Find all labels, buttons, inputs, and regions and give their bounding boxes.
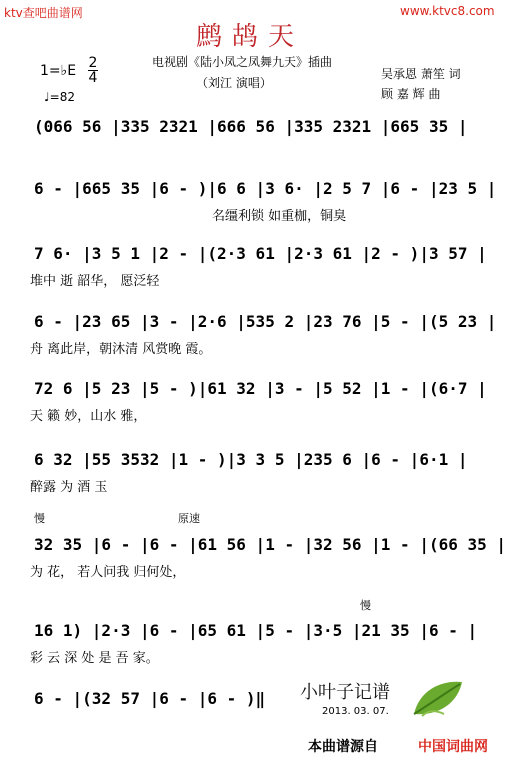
song-title: 鹧鸪天: [196, 22, 305, 52]
subtitle: 电视剧《陆小凤之凤舞九天》插曲: [152, 55, 333, 69]
leaf-icon: [410, 676, 466, 720]
credits-music: 顾 嘉 辉 曲: [381, 87, 441, 101]
score-line-5: [0, 377, 514, 424]
tempo-mark-slow-2: 慢: [360, 599, 371, 612]
lyrics-line-5: 天 籁 妙，山水 雅，: [30, 409, 147, 424]
lyrics-line-3: 堆中 逝 韶华， 愿泛轻: [30, 274, 160, 289]
lyrics-line-6: 醉露 为 酒 玉: [30, 480, 108, 495]
notes-line-8: 16 1) |2·3 |6 - |65 61 |5 - |3·5 |21 35 |6 - |: [34, 621, 478, 640]
time-signature-top: 2: [88, 55, 98, 71]
score-line-4: [0, 310, 514, 357]
key-signature: 1=♭E: [40, 63, 77, 79]
time-signature-bottom: 4: [88, 70, 98, 86]
score-line-1: [0, 115, 514, 155]
notes-line-2: 6 - |665 35 |6 - )|6 6 |3 6· |2 5 7 |6 - |23 5 |: [34, 179, 497, 198]
lyrics-line-2: 名缰利锁 如重枷，铜臭: [212, 209, 347, 224]
score-line-7: [0, 533, 514, 580]
watermark-left: ktv查吧曲谱网: [4, 6, 83, 20]
watermark-right: www.ktvc8.com: [400, 4, 495, 18]
singer: （刘江 演唱）: [196, 76, 272, 90]
notes-line-1: (066 56 |335 2321 |666 56 |335 2321 |665 35 |: [34, 117, 468, 136]
lyrics-line-4: 舟 离此岸，朝沐清 风赏晚 霞。: [30, 342, 212, 357]
tempo-mark-normal: 原速: [178, 512, 200, 525]
score-line-8: [0, 619, 514, 666]
footer-source: 本曲谱源自: [308, 739, 378, 755]
notes-line-3: 7 6· |3 5 1 |2 - |(2·3 61 |2·3 61 |2 - )|3 57 |: [34, 244, 487, 263]
tempo-mark-slow-1: 慢: [34, 512, 45, 525]
score-line-3: [0, 242, 514, 289]
notes-line-6: 6 32 |55 3532 |1 - )|3 3 5 |235 6 |6 - |6·1 |: [34, 450, 468, 469]
signature-name: 小叶子记谱: [300, 682, 390, 703]
lyrics-line-8: 彩 云 深 处 是 吾 家。: [30, 651, 159, 666]
notes-line-7: 32 35 |6 - |6 - |61 56 |1 - |32 56 |1 - |(66 35 |: [34, 535, 507, 554]
lyrics-line-7: 为 花， 若人问我 归何处，: [30, 565, 186, 580]
notes-line-5: 72 6 |5 23 |5 - )|61 32 |3 - |5 52 |1 - |(6·7 |: [34, 379, 487, 398]
notes-line-9: 6 - |(32 57 |6 - |6 - )‖: [34, 689, 266, 708]
time-signature: [88, 56, 98, 85]
notes-line-4: 6 - |23 65 |3 - |2·6 |535 2 |23 76 |5 - |(5 23 |: [34, 312, 497, 331]
footer-site: 中国词曲网: [418, 739, 488, 755]
tempo: ♩=82: [44, 90, 75, 104]
credits-lyrics: 吴承恩 萧笙 词: [381, 67, 461, 81]
score-line-6: [0, 448, 514, 495]
score-line-2: [0, 177, 514, 224]
signature-date: 2013. 03. 07.: [322, 706, 389, 717]
